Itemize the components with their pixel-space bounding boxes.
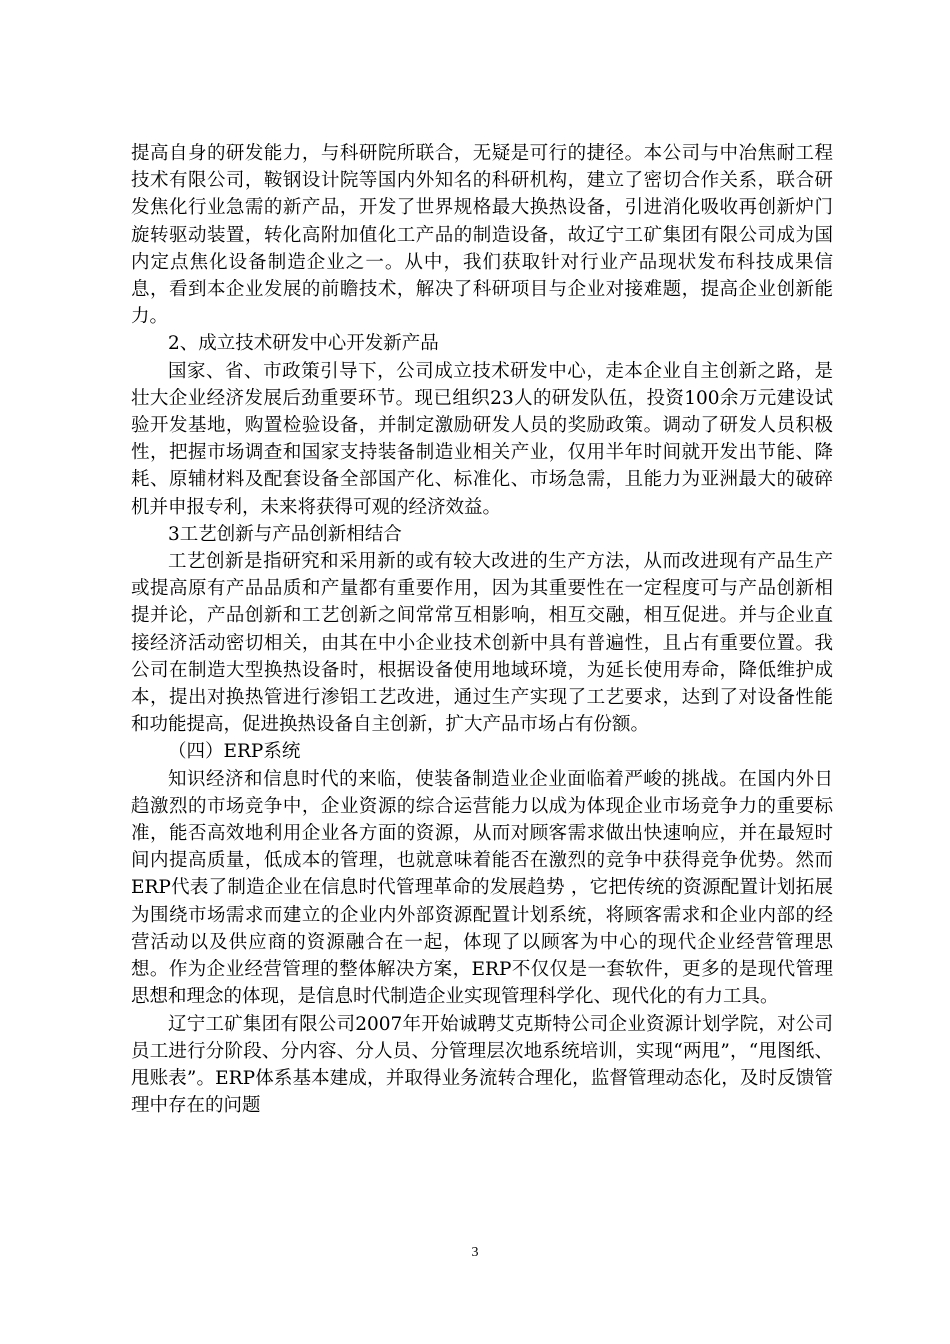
heading-rd-center: 2、成立技术研发中心开发新产品 [168,333,439,355]
page-number: 3 [471,1245,479,1260]
heading-process-innovation: 3工艺创新与产品创新相结合 [168,523,402,545]
paragraph-erp-implementation: 辽宁工矿集团有限公司2007年开始诚聘艾克斯特公司企业资源计划学院，对公司员工进行分阶段、分内容、分人员、分管理层次地系统培训，实现“两甩”，“甩图纸、甩账表”。ERP体系基本建成，并取得业务流转合理化，监督管理动态化，及时反馈管理中存在的问题 [131,1013,833,1117]
paragraph-research-cooperation: 提高自身的研发能力，与科研院所联合，无疑是可行的捷径。本公司与中冶焦耐工程技术有限公司，鞍钢设计院等国内外知名的科研机构，建立了密切合作关系，联合研发焦化行业急需的新产品，开发了世界规格最大换热设备，引进消化吸收再创新炉门旋转驱动装置，转化高附加值化工产品的制造设备，故辽宁工矿集团有限公司成为国内定点焦化设备制造企业之一。从中，我们获取针对行业产品现状发布科技成果信息，看到本企业发展的前瞻技术，解决了科研项目与企业对接难题，提高企业创新能力。 [131,143,833,328]
paragraph-process-innovation: 工艺创新是指研究和采用新的或有较大改进的生产方法，从而改进现有产品生产或提高原有产品品质和产量都有重要作用，因为其重要性在一定程度可与产品创新相提并论，产品创新和工艺创新之间常常互相影响，相互交融，相互促进。并与企业直接经济活动密切相关，由其在中小企业技术创新中具有普遍性，且占有重要位置。我公司在制造大型换热设备时，根据设备使用地域环境，为延长使用寿命，降低维护成本，提出对换热管进行渗铝工艺改进，通过生产实现了工艺要求，达到了对设备性能和功能提高，促进换热设备自主创新，扩大产品市场占有份额。 [131,551,833,736]
paragraph-erp-overview: 知识经济和信息时代的来临，使装备制造业企业面临着严峻的挑战。在国内外日趋激烈的市场竞争中，企业资源的综合运营能力以成为体现企业市场竞争力的重要标准，能否高效地利用企业各方面的资源，从而对顾客需求做出快速响应，并在最短时间内提高质量，低成本的管理，也就意味着能否在激烈的竞争中获得竞争优势。然而ERP代表了制造企业在信息时代管理革命的发展趋势 ，它把传统的资源配置计划拓展为围绕市场需求而建立的企业内外部资源配置计划系统，将顾客需求和企业内部的经营活动以及供应商的资源融合在一起，体现了以顾客为中心的现代企业经营管理思想。作为企业经营管理的整体解决方案，ERP不仅仅是一套软件，更多的是现代管理思想和理念的体现，是信息时代制造企业实现管理科学化、现代化的有力工具。 [131,768,833,1008]
paragraph-rd-center: 国家、省、市政策引导下，公司成立技术研发中心，走本企业自主创新之路，是壮大企业经济发展后劲重要环节。现已组织23人的研发队伍，投资100余万元建设试验开发基地，购置检验设备，并制定激励研发人员的奖励政策。调动了研发人员积极性，把握市场调查和国家支持装备制造业相关产业，仅用半年时间就开发出节能、降耗、原辅材料及配套设备全部国产化、标准化、市场急需，且能力为亚洲最大的破碎机并申报专利，未来将获得可观的经济效益。 [131,360,833,518]
body-text [131,140,833,1119]
heading-erp-system: （四）ERP系统 [168,741,301,763]
